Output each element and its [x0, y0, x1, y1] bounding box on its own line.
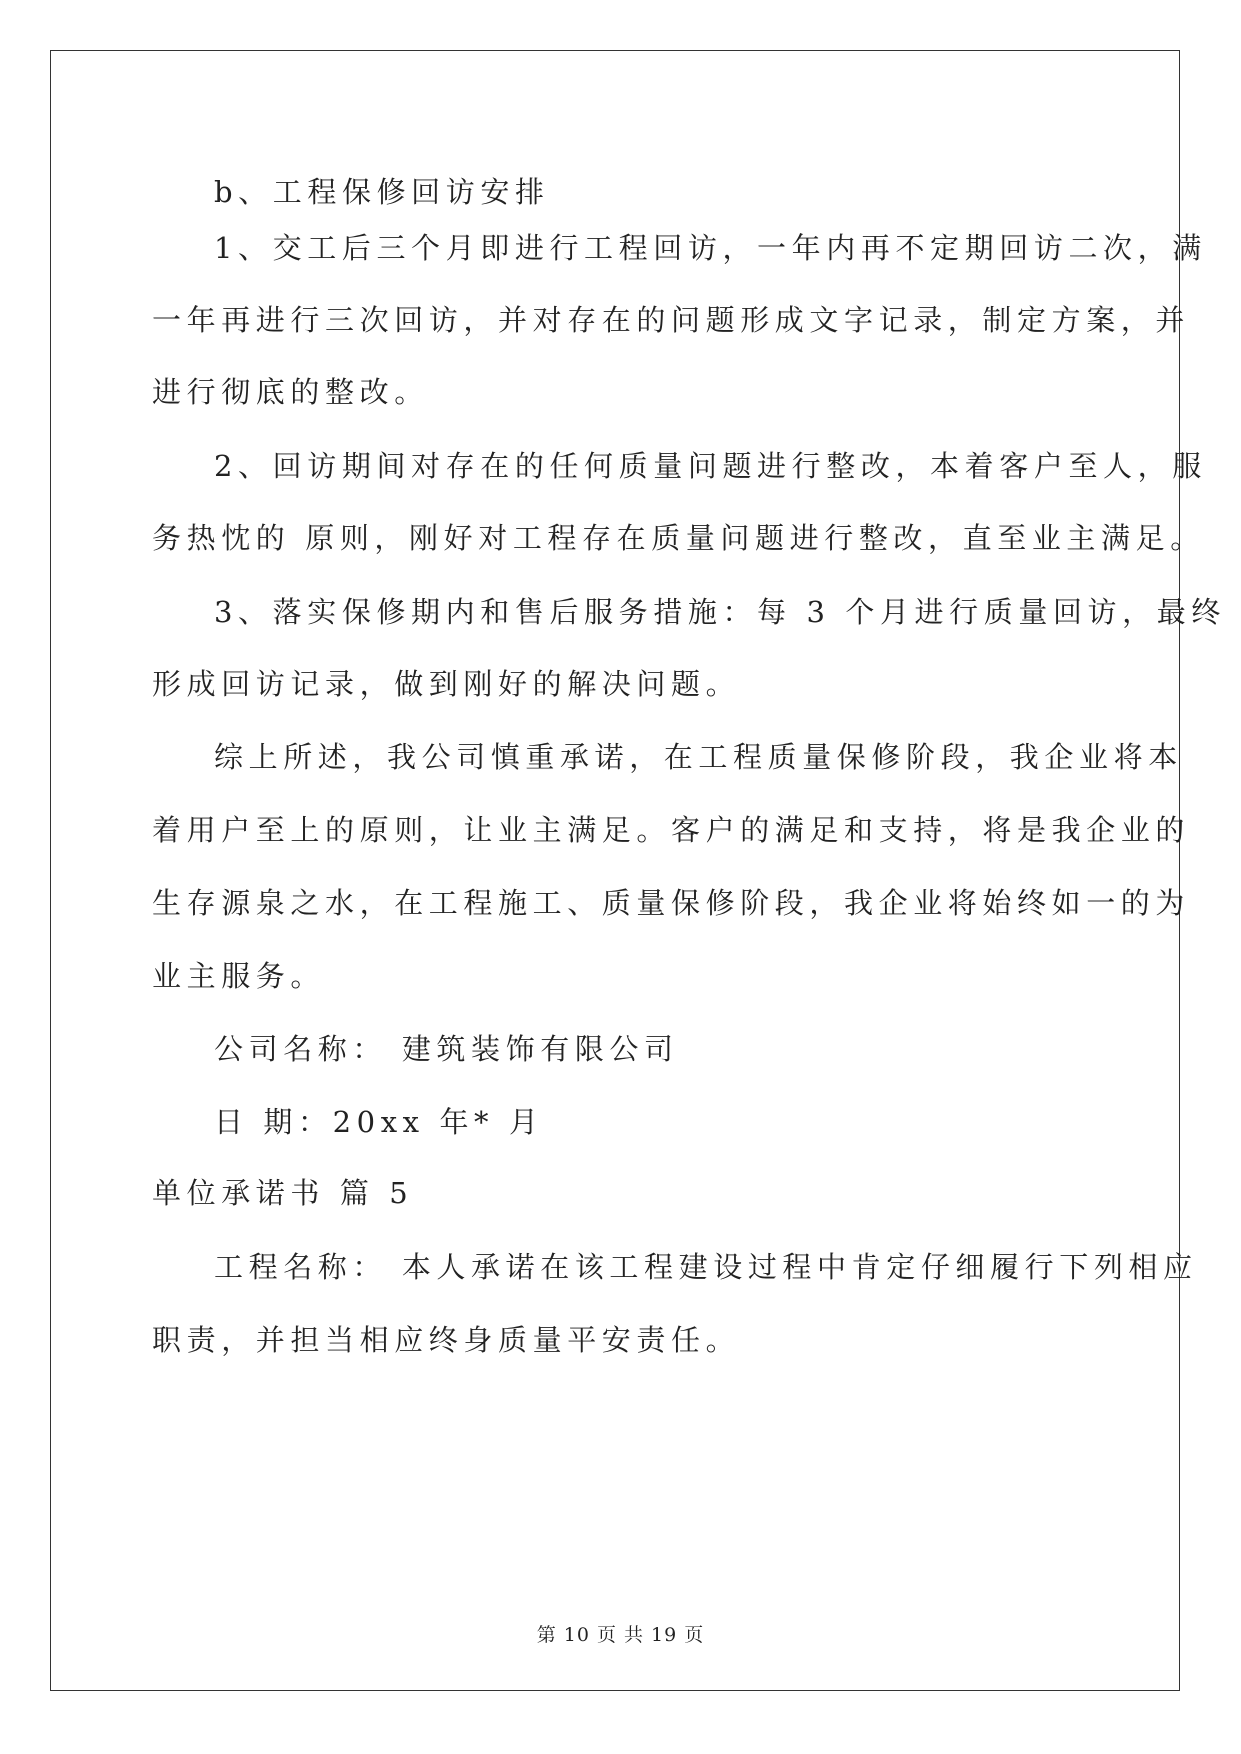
paragraph-line: 一年再进行三次回访，并对存在的问题形成文字记录，制定方案，并 — [152, 303, 1191, 337]
paragraph-line: 业主服务。 — [152, 959, 326, 993]
company-name-line: 公司名称： 建筑装饰有限公司 — [214, 1032, 679, 1066]
date-line: 日 期：20xx 年* 月 — [214, 1105, 544, 1139]
paragraph-line: 1、交工后三个月即进行工程回访，一年内再不定期回访二次，满 — [214, 231, 1207, 265]
section-heading: 单位承诺书 篇 5 — [152, 1176, 414, 1210]
subheading-warranty-visit: b、工程保修回访安排 — [214, 175, 550, 209]
paragraph-line: 形成回访记录，做到刚好的解决问题。 — [152, 667, 741, 701]
paragraph-line: 职责，并担当相应终身质量平安责任。 — [152, 1323, 741, 1357]
paragraph-line: 进行彻底的整改。 — [152, 375, 429, 409]
paragraph-line: 生存源泉之水，在工程施工、质量保修阶段，我企业将始终如一的为 — [152, 886, 1191, 920]
paragraph-line: 2、回访期间对存在的任何质量问题进行整改，本着客户至人，服 — [214, 449, 1207, 483]
page-border — [50, 50, 1226, 1691]
page-number-footer: 第 10 页 共 19 页 — [536, 1624, 705, 1646]
paragraph-line: 综上所述，我公司慎重承诺，在工程质量保修阶段，我企业将本 — [214, 740, 1183, 774]
paragraph-line: 着用户至上的原则，让业主满足。客户的满足和支持，将是我企业的 — [152, 813, 1191, 847]
paragraph-line: 工程名称： 本人承诺在该工程建设过程中肯定仔细履行下列相应 — [214, 1250, 1198, 1284]
paragraph-line: 务热忱的 原则，刚好对工程存在质量问题进行整改，直至业主满足。 — [152, 521, 1205, 555]
paragraph-line: 3、落实保修期内和售后服务措施：每 3 个月进行质量回访，最终 — [214, 595, 1226, 629]
